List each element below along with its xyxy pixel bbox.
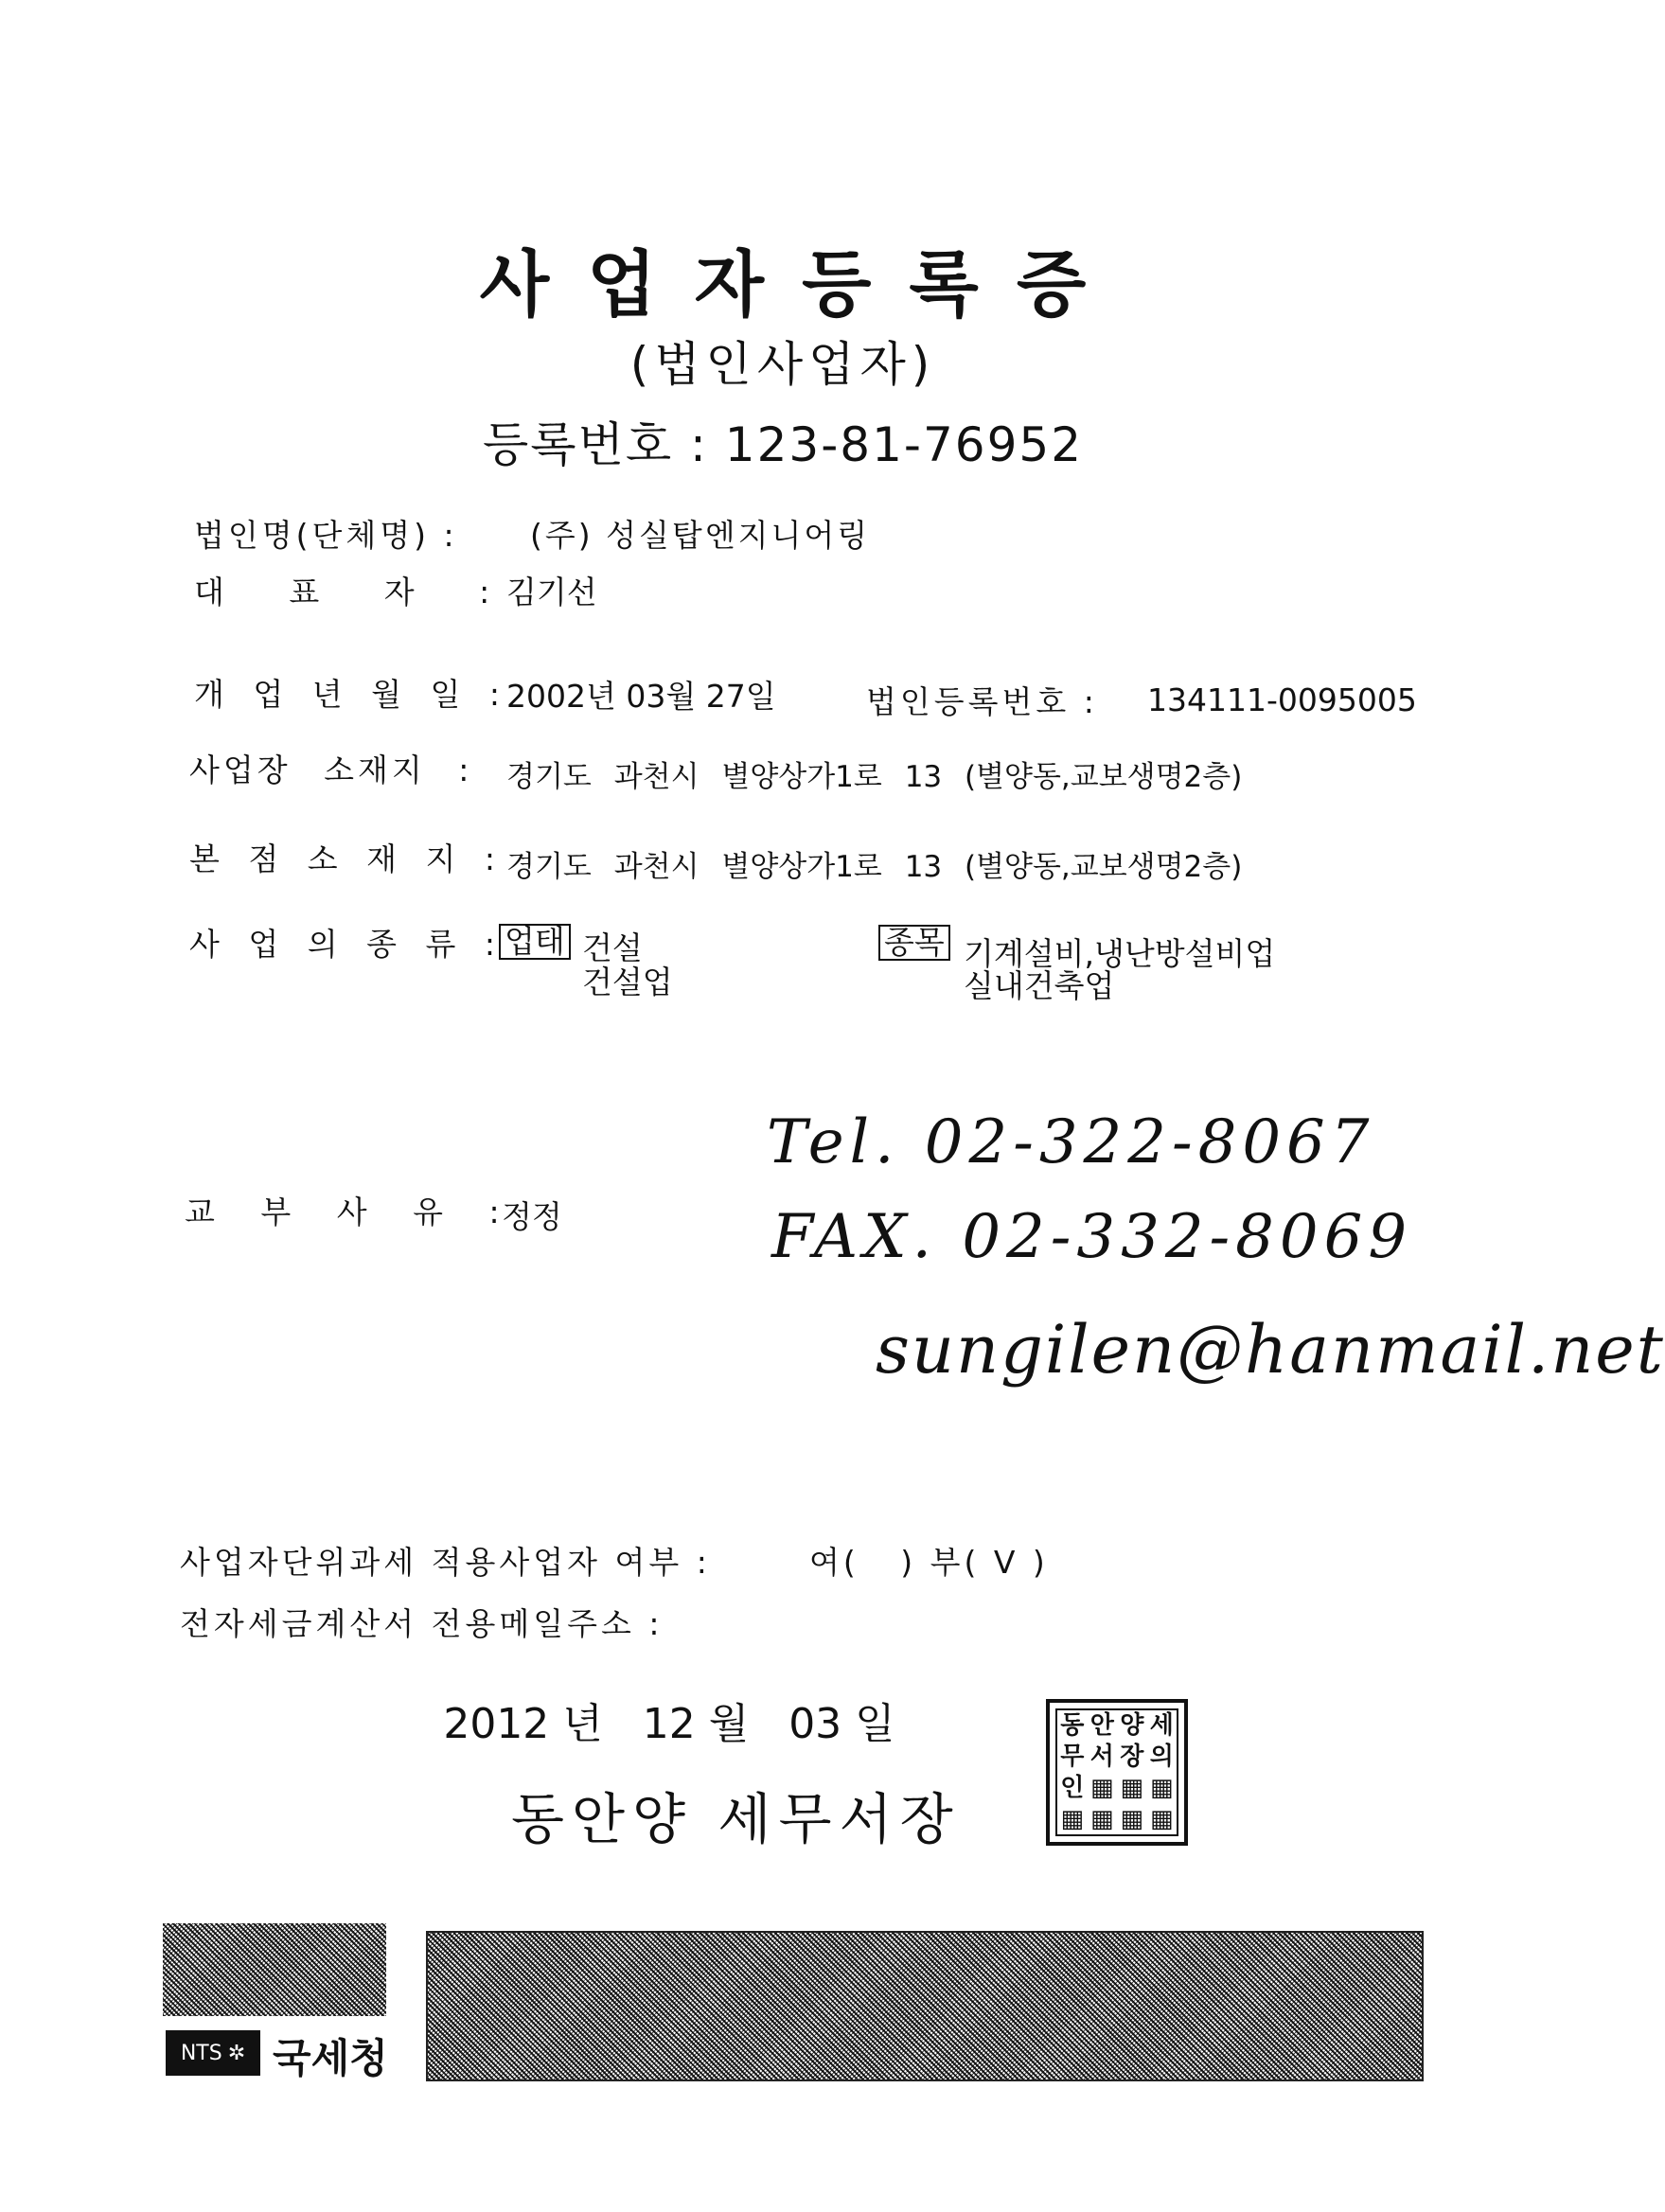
verification-code-image xyxy=(163,1923,386,2016)
handwritten-fax: FAX. 02-332-8069 xyxy=(771,1202,1413,1272)
nts-star-icon: ✲ xyxy=(227,2041,246,2065)
handwritten-email: sungilen@hanmail.net xyxy=(876,1311,1665,1389)
business-type-label: 사 업 의 종 류 : xyxy=(189,926,499,963)
opening-date-value: 2002년 03월 27일 xyxy=(506,678,776,715)
opening-date-label: 개 업 년 월 일 : xyxy=(194,676,504,713)
representative-value: 김기선 xyxy=(506,574,597,611)
issue-reason-value: 정정 xyxy=(502,1198,562,1235)
issue-reason-label: 교 부 사 유 : xyxy=(185,1194,504,1230)
company-name-label: 법인명(단체명) : xyxy=(194,517,458,554)
nts-logo xyxy=(166,2030,260,2076)
document-title: 사업자등록증 xyxy=(479,242,1125,327)
business-item-value-1: 기계설비,냉난방설비업 xyxy=(964,935,1276,972)
business-location-label: 사업장 소재지 : xyxy=(189,752,473,788)
nts-name: 국세청 xyxy=(273,2035,388,2081)
unit-tax-value: 여( ) 부( V ) xyxy=(809,1544,1049,1581)
official-seal xyxy=(1046,1699,1188,1846)
head-office-value: 경기도 과천시 별양상가1로 13 (별양동,교보생명2층) xyxy=(506,850,1243,884)
corp-reg-number-value: 134111-0095005 xyxy=(1147,681,1417,718)
head-office-label: 본 점 소 재 지 : xyxy=(189,841,499,877)
corp-reg-number-label: 법인등록번호 : xyxy=(866,683,1098,720)
business-item-value-2: 실내건축업 xyxy=(964,967,1115,1004)
representative-label: 대 표 자 : xyxy=(194,574,494,611)
security-barcode-pattern xyxy=(426,1931,1424,2081)
business-item-tag: 종목 xyxy=(878,924,950,961)
business-category-value-2: 건설업 xyxy=(582,964,673,1000)
handwritten-tel: Tel. 02-322-8067 xyxy=(767,1107,1375,1177)
business-category-tag: 업태 xyxy=(499,923,571,960)
unit-tax-label: 사업자단위과세 적용사업자 여부 : xyxy=(180,1544,711,1581)
nts-badge-text: NTS xyxy=(180,2041,222,2065)
email-address-label: 전자세금계산서 전용메일주소 : xyxy=(180,1605,664,1642)
issue-date: 2012 년 12 월 03 일 xyxy=(443,1700,895,1748)
tax-office-name: 동안양 세무서장 xyxy=(511,1787,961,1851)
document-subtitle: (법인사업자) xyxy=(629,337,936,392)
registration-number: 등록번호 : 123-81-76952 xyxy=(482,417,1084,472)
business-category-value-1: 건설 xyxy=(582,929,643,966)
seal-text: 동 안 양 세 무 서 장 의 인 ▦ ▦ ▦ ▦ ▦ ▦ ▦ xyxy=(1055,1708,1178,1836)
business-location-value: 경기도 과천시 별양상가1로 13 (별양동,교보생명2층) xyxy=(506,760,1243,794)
company-name-value: (주) 성실탑엔지니어링 xyxy=(530,517,871,554)
